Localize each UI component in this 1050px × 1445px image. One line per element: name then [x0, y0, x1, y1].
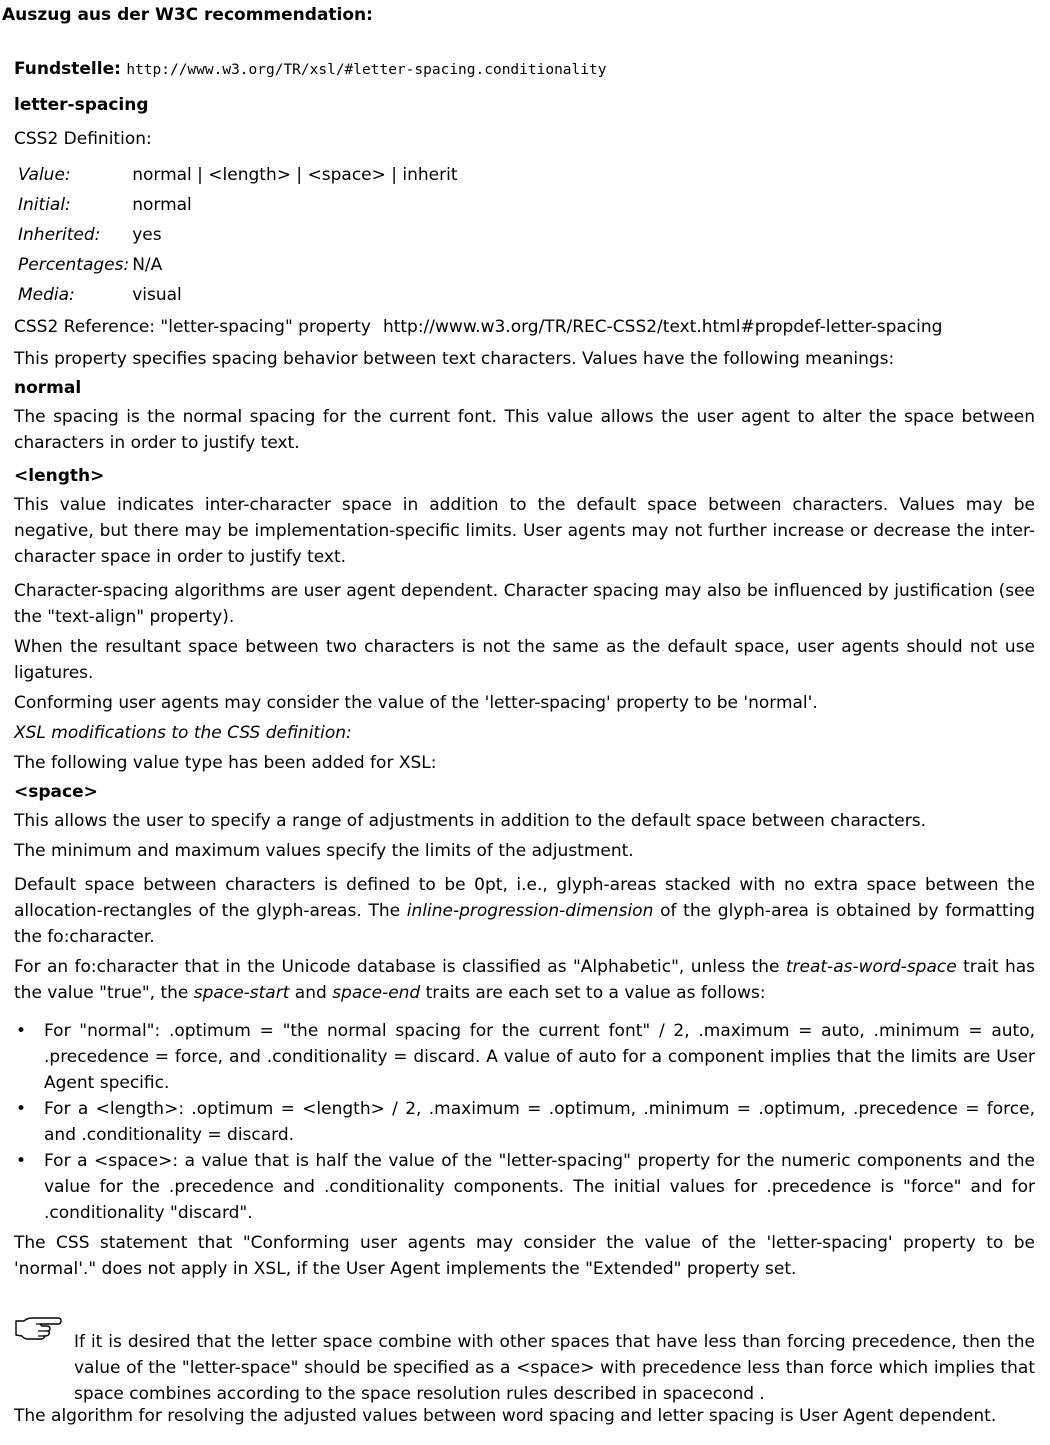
fo-character-italic2: space-start	[193, 983, 290, 1003]
term-length: <length>	[14, 466, 105, 486]
ligatures-paragraph: When the resultant space between two characters is not the same as the default space, user agents should not use ligatures.	[14, 637, 1035, 683]
definition-row	[14, 160, 458, 190]
intro-paragraph: This property specifies spacing behavior between text characters. Values have the following meanings:	[14, 349, 895, 369]
fo-character-part4: traits are each set to a value as follows:	[420, 983, 766, 1003]
definition-value: normal	[132, 195, 192, 215]
normal-description: The spacing is the normal spacing for the current font. This value allows the user agent to alter the space between characters in order to justify text.	[14, 407, 1035, 453]
bullet-list	[14, 1018, 1035, 1226]
default-space-paragraph	[14, 872, 1035, 950]
fo-character-part3: and	[289, 983, 333, 1003]
pointing-hand-icon	[14, 1314, 62, 1340]
definition-table	[14, 160, 458, 310]
fo-character-part2: trait has the value "true", the	[14, 957, 1035, 1003]
definition-value: visual	[132, 285, 182, 305]
definition-value: yes	[132, 225, 162, 245]
length-description: This value indicates inter-character space in addition to the default space between characters. Values may be negative, but there may be implementation-specific limits. User agents may not further increase or decrease the inter-character space in order to justify text.	[14, 495, 1035, 567]
value-added-paragraph: The following value type has been added for XSL:	[14, 753, 437, 773]
definition-row	[14, 280, 458, 310]
list-item: • For a <length>: .optimum = <length> / 2, .maximum = .optimum, .minimum = .optimum, .precedence = force, and .conditionality = discard.	[14, 1096, 1035, 1148]
fundstelle-url[interactable]: http://www.w3.org/TR/xsl/#letter-spacing.conditionality	[126, 62, 607, 78]
definition-value: normal | <length> | <space> | inherit	[132, 165, 458, 185]
fundstelle-label: Fundstelle:	[14, 59, 121, 79]
definition-row	[14, 190, 458, 220]
fundstelle-line	[14, 56, 1035, 83]
algorithm-paragraph: The algorithm for resolving the adjusted values between word spacing and letter spacing is User Agent dependent.	[14, 1406, 997, 1426]
document-header: Auszug aus der W3C recommendation:	[2, 5, 373, 25]
definition-key: Inherited:	[18, 225, 101, 245]
definition-key: Value:	[18, 165, 71, 185]
space-description: This allows the user to specify a range of adjustments in addition to the default space between characters.	[14, 811, 926, 831]
css2-reference	[14, 314, 1035, 340]
note-text: If it is desired that the letter space combine with other spaces that have less than forcing precedence, then the value of the "letter-space" should be specified as a <space> with precedence less than force which implies that space combines according to the space resolution rules described in spacecond .	[74, 1332, 1035, 1404]
definition-key: Media:	[18, 285, 75, 305]
list-item: • For "normal": .optimum = "the normal spacing for the current font" / 2, .maximum = auto, .minimum = auto, .precedence = force, and .conditionality = discard. A value of auto for a component implies that the limits are User Agent specific.	[14, 1018, 1035, 1096]
fo-character-paragraph	[14, 954, 1035, 1006]
char-spacing-paragraph: Character-spacing algorithms are user agent dependent. Character spacing may also be influenced by justification (see the "text-align" property).	[14, 581, 1035, 627]
min-max-paragraph: The minimum and maximum values specify the limits of the adjustment.	[14, 841, 634, 861]
definition-value: N/A	[132, 255, 163, 275]
definition-row	[14, 250, 458, 280]
term-normal: normal	[14, 378, 82, 398]
list-item: • For a <space>: a value that is half the value of the "letter-spacing" property for the numeric components and the value for the .precedence and .conditionality components. The initial values for .precedence is "force" and for .conditionality "discard".	[14, 1148, 1035, 1226]
default-space-italic: inline-progression-dimension	[406, 901, 654, 921]
definition-key: Percentages:	[18, 255, 130, 275]
css2-definition-label: CSS2 Definition:	[14, 129, 152, 149]
default-space-part2: of the glyph-area is obtained by formatting the fo:character.	[14, 901, 1035, 947]
definition-key: Initial:	[18, 195, 71, 215]
css2-reference-url[interactable]: http://www.w3.org/TR/REC-CSS2/text.html#propdef-letter-spacing	[382, 317, 943, 337]
css2-reference-text: CSS2 Reference: "letter-spacing" property	[14, 317, 371, 337]
conforming-paragraph: Conforming user agents may consider the value of the 'letter-spacing' property to be 'normal'.	[14, 693, 818, 713]
default-space-part1: Default space between characters is defined to be 0pt, i.e., glyph-areas stacked with no extra space between the allocation-rectangles of the glyph-areas. The	[14, 875, 1035, 921]
xsl-modifications-heading: XSL modifications to the CSS definition:	[14, 723, 352, 743]
fo-character-part1: For an fo:character that in the Unicode database is classified as "Alphabetic", unless the	[14, 957, 786, 977]
property-name: letter-spacing	[14, 95, 149, 115]
definition-row	[14, 220, 458, 250]
css-statement-paragraph: The CSS statement that "Conforming user agents may consider the value of the 'letter-spacing' property to be 'normal'." does not apply in XSL, if the User Agent implements the "Extended" property set.	[14, 1233, 1035, 1279]
term-space: <space>	[14, 782, 98, 802]
fo-character-italic1: treat-as-word-space	[785, 957, 957, 977]
fo-character-italic3: space-end	[332, 983, 421, 1003]
